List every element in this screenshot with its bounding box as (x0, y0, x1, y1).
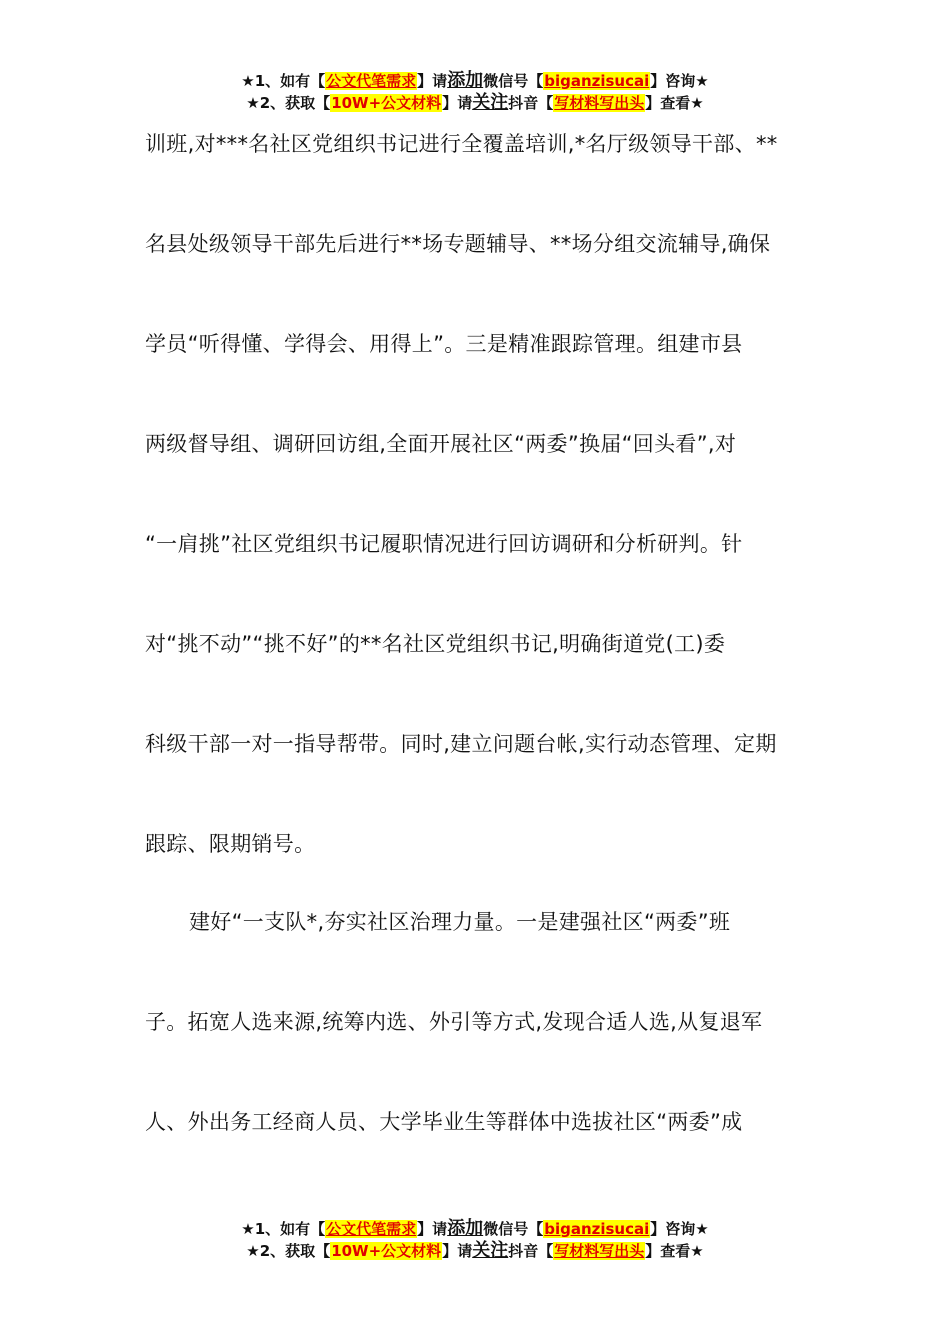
text-line: 建好“一支队*,夯实社区治理力量。一是建强社区“两委”班 (189, 910, 731, 934)
header-line-2-suffix: 】查看★ (645, 94, 704, 112)
header-highlight-douyin-account: 写材料写出头 (554, 94, 645, 112)
header-line-1-suffix: 】咨询★ (650, 72, 709, 90)
header-line-2-text: 】请 (442, 94, 473, 112)
footer-line-1 (0, 1218, 950, 1240)
text-line: 对“挑不动”“挑不好”的**名社区党组织书记,明确街道党(工)委 (145, 632, 726, 656)
text-line: 名县处级领导干部先后进行**场专题辅导、**场分组交流辅导,确保 (145, 232, 771, 256)
paragraph-2 (145, 900, 810, 1200)
header-line-2 (0, 92, 950, 114)
footer-highlight-materials: 10W+公文材料 (331, 1242, 442, 1260)
text-line: 人、外出务工经商人员、大学毕业生等群体中选拔社区“两委”成 (145, 1110, 743, 1134)
footer-line-1-prefix: ★1、如有【 (241, 1220, 326, 1238)
header-highlight-wechat-id: biganzisucai (544, 72, 650, 90)
footer-line-2-prefix: ★2、获取【 (246, 1242, 331, 1260)
footer-highlight-service: 公文代笔需求 (326, 1220, 417, 1238)
header-highlight-materials: 10W+公文材料 (331, 94, 442, 112)
paragraph-1 (145, 122, 810, 900)
header-line-1 (0, 70, 950, 92)
footer-banner (0, 1218, 950, 1262)
footer-line-2-text: 】请 (442, 1242, 473, 1260)
text-line: 学员“听得懂、学得会、用得上”。三是精准跟踪管理。组建市县 (145, 332, 743, 356)
header-highlight-service: 公文代笔需求 (326, 72, 417, 90)
header-line-1-text-2: 微信号【 (483, 72, 544, 90)
footer-line-1-suffix: 】咨询★ (650, 1220, 709, 1238)
footer-emphasis-add: 添加 (447, 1218, 484, 1239)
footer-line-2-suffix: 】查看★ (645, 1242, 704, 1260)
header-line-1-text: 】请 (417, 72, 448, 90)
footer-line-1-text-2: 微信号【 (483, 1220, 544, 1238)
text-line: 两级督导组、调研回访组,全面开展社区“两委”换届“回头看”,对 (145, 432, 737, 456)
footer-line-2-text-2: 抖音【 (508, 1242, 554, 1260)
footer-emphasis-follow: 关注 (472, 1240, 509, 1261)
footer-line-1-text: 】请 (417, 1220, 448, 1238)
text-line: 科级干部一对一指导帮带。同时,建立问题台帐,实行动态管理、定期 (145, 732, 777, 756)
header-line-2-prefix: ★2、获取【 (246, 94, 331, 112)
text-line: 跟踪、限期销号。 (145, 832, 316, 856)
header-emphasis-add: 添加 (447, 70, 484, 91)
text-line: 子。拓宽人选来源,统筹内选、外引等方式,发现合适人选,从复退军 (145, 1010, 763, 1034)
header-line-1-prefix: ★1、如有【 (241, 72, 326, 90)
text-line: “一肩挑”社区党组织书记履职情况进行回访调研和分析研判。针 (145, 532, 743, 556)
footer-highlight-wechat-id: biganzisucai (544, 1220, 650, 1238)
header-line-2-text-2: 抖音【 (508, 94, 554, 112)
text-line: 训班,对***名社区党组织书记进行全覆盖培训,*名厅级领导干部、** (145, 132, 778, 156)
document-body (145, 122, 810, 1200)
footer-highlight-douyin-account: 写材料写出头 (554, 1242, 645, 1260)
header-banner (0, 70, 950, 114)
header-emphasis-follow: 关注 (472, 92, 509, 113)
footer-line-2 (0, 1240, 950, 1262)
